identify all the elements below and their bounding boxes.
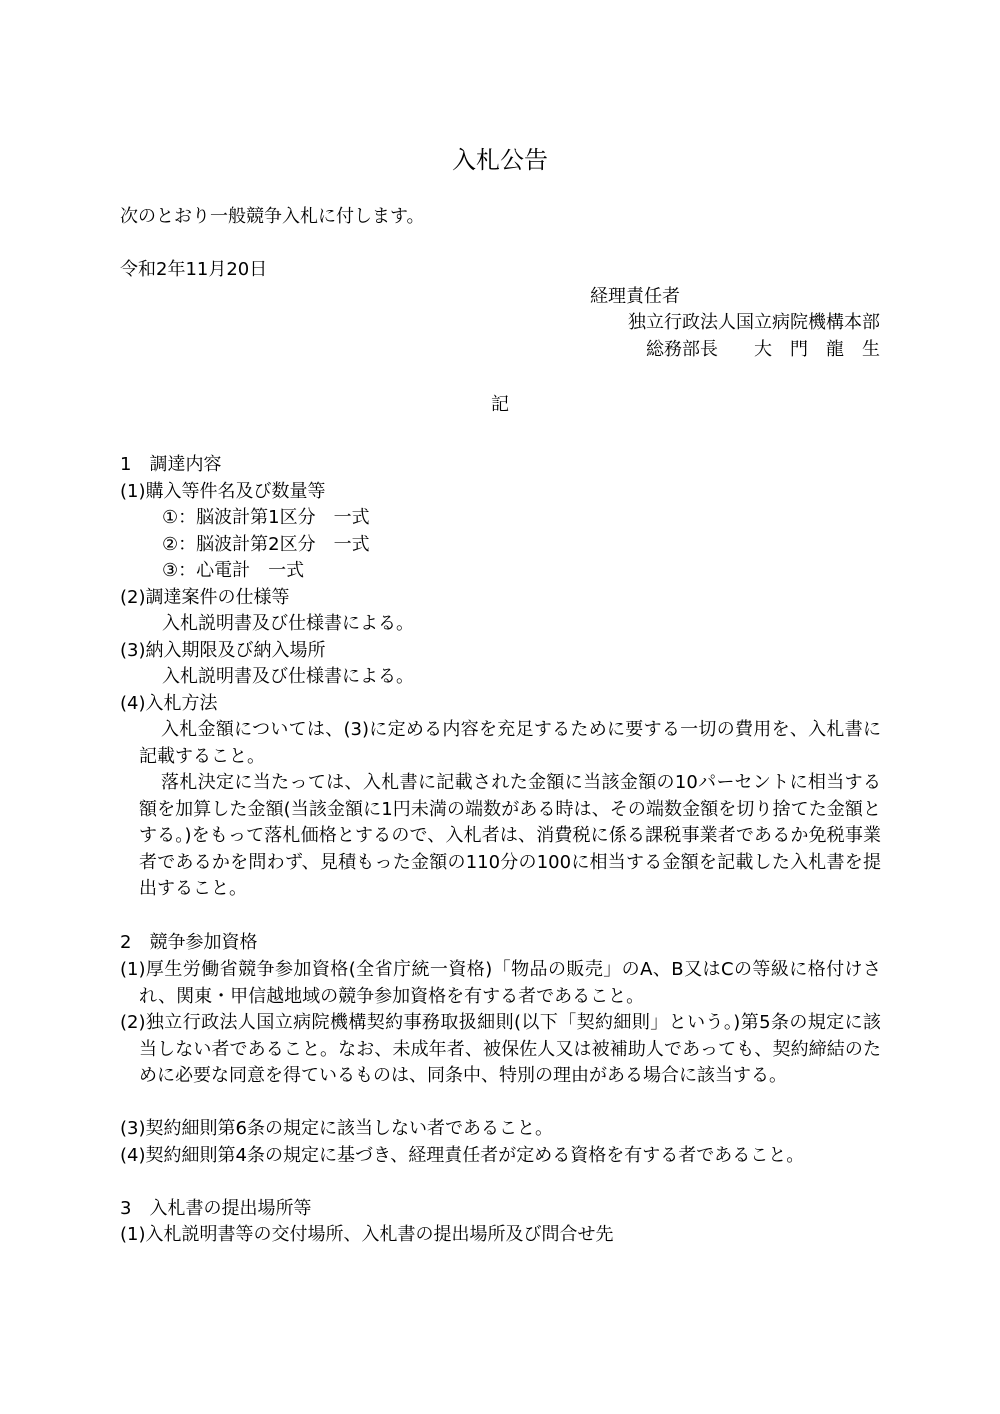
qualification-item-2: (2)独立行政法人国立病院機構契約事務取扱細則(以下「契約細則」という。)第5条の規定に該当しない者であること。なお、未成年者、被保佐人又は被補助人であっても、契約締結のために必要な同意を得ているものは、同条中、特別の理由がある場合に該当する。 <box>120 1012 881 1086</box>
section1-item3-text: 入札説明書及び仕様書による。 <box>162 666 414 687</box>
item-line-2: ②：脳波計第2区分 一式 <box>162 534 370 555</box>
intro-text: 次のとおり一般競争入札に付します。 <box>120 206 425 227</box>
qualification-item-3: (3)契約細則第6条の規定に該当しない者であること。 <box>120 1118 553 1139</box>
issuer-role: 経理責任者 <box>590 286 680 307</box>
qualification-item-4: (4)契約細則第4条の規定に基づき、経理責任者が定める資格を有する者であること。 <box>120 1145 805 1166</box>
ki-heading: 記 <box>491 394 509 415</box>
item-line-1: ①：脳波計第1区分 一式 <box>162 507 370 528</box>
section1-item3-heading: (3)納入期限及び納入場所 <box>120 640 326 661</box>
section1-item4-heading: (4)入札方法 <box>120 693 218 714</box>
section1-item2-text: 入札説明書及び仕様書による。 <box>162 613 414 634</box>
item-line-3: ③：心電計 一式 <box>162 560 305 581</box>
date: 令和2年11月20日 <box>120 259 268 280</box>
qualification-item-1: (1)厚生労働省競争参加資格(全省庁統一資格)「物品の販売」のA、B又はCの等級に格付けされ、関東・甲信越地域の競争参加資格を有する者であること。 <box>120 959 881 1007</box>
bidding-method-paragraph-2: 落札決定に当たっては、入札書に記載された金額に当該金額の10パーセントに相当する額を加算した金額(当該金額に1円未満の端数がある時は、その端数金額を切り捨てた金額とする。)をもって落札価格とするので、入札者は、消費税に係る課税事業者であるか免税事業者であるかを問わず、見積もった金額の110分の100に相当する金額を記載した入札書を提出すること。 <box>139 772 881 899</box>
issuer-organization: 独立行政法人国立病院機構本部 <box>628 312 880 333</box>
section3-item1: (1)入札説明書等の交付場所、入札書の提出場所及び問合せ先 <box>120 1224 614 1245</box>
document-title: 入札公告 <box>452 146 548 174</box>
section2-heading: 2 競争参加資格 <box>120 932 258 953</box>
section3-heading: 3 入札書の提出場所等 <box>120 1198 312 1219</box>
section1-item2-heading: (2)調達案件の仕様等 <box>120 587 290 608</box>
section1-item1-heading: (1)購入等件名及び数量等 <box>120 481 326 502</box>
section1-heading: 1 調達内容 <box>120 454 222 475</box>
bidding-method-paragraph-1: 入札金額については、(3)に定める内容を充足するために要する一切の費用を、入札書に記載すること。 <box>139 719 881 767</box>
issuer-name: 総務部長 大 門 龍 生 <box>646 339 880 360</box>
